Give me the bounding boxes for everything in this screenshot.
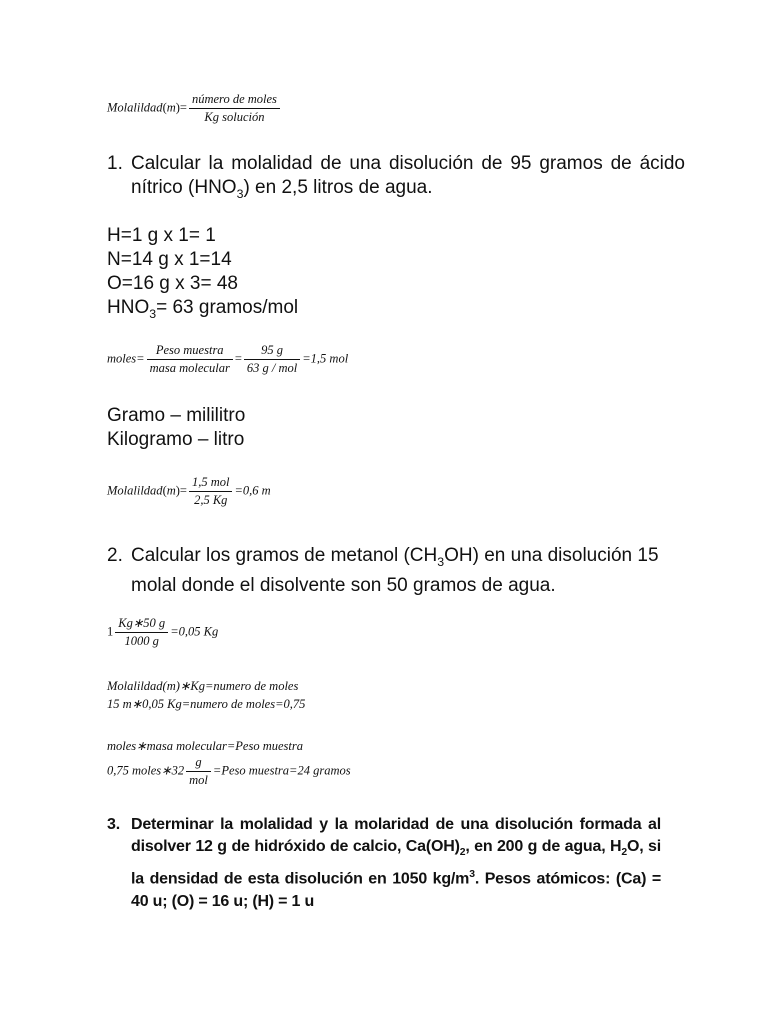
problem-text-cont: , en 200 g de agua, H — [465, 838, 622, 855]
formula-result: =0,05 Kg — [170, 624, 219, 639]
fraction-numerator: Peso muestra — [147, 343, 233, 360]
formula-molalidad-result: Molalildad(m)= $\frac{\text{1,5 mol}}{2,5 Kg}$ =0,6 m — [107, 475, 271, 507]
formula-paren: m — [166, 100, 176, 115]
formula-result: =0,6 m — [234, 483, 271, 498]
formula-line-1: Molalildad(m)∗Kg=numero de moles — [107, 679, 299, 693]
problem-text-cont: ) en 2,5 litros de agua. — [243, 177, 433, 198]
formula-fraction — [186, 755, 211, 788]
formula-fraction — [189, 92, 280, 125]
mass-nitrogen: N=14 g x 1=14 — [107, 249, 232, 270]
fraction-denominator: 2,5 Kg — [194, 493, 228, 507]
formula-paren: m — [166, 483, 176, 498]
formula-prefix: 1 — [107, 624, 114, 639]
problem-text: Determinar la molalidad y la molaridad de una disolución formada al disolver 12 g de hidróxido de calcio, Ca(OH) — [131, 816, 661, 855]
formula-fraction-1 — [147, 343, 233, 376]
problem-number: 1. — [107, 153, 123, 174]
formula-result: =Peso muestra=24 gramos — [212, 763, 351, 778]
problem-number: 3. — [107, 816, 120, 833]
conversion-kilogram: Kilogramo – litro — [107, 429, 245, 450]
formula-result: =1,5 mol — [302, 351, 349, 366]
formula-lhs: Molalildad — [107, 483, 163, 498]
mass-hno3-value: = 63 gramos/mol — [156, 297, 299, 318]
fraction-numerator: Kg∗50 g — [115, 616, 168, 633]
formula-peso-muestra-result — [107, 755, 351, 788]
subscript: 2 — [621, 847, 627, 859]
formula-lhs: moles= — [107, 351, 145, 366]
fraction-denominator: mol — [189, 773, 208, 787]
mass-hno3 — [107, 296, 298, 326]
formula-line-1: moles∗masa molecular=Peso muestra — [107, 739, 303, 753]
formula-line-2: 15 m∗0,05 Kg=numero de moles=0,75 — [107, 697, 306, 711]
fraction-denominator: 1000 g — [124, 634, 159, 648]
formula-lhs: Molalildad — [107, 100, 163, 115]
formula-fraction — [115, 616, 168, 649]
subscript: 3 — [149, 306, 157, 321]
problem-3 — [107, 814, 662, 913]
formula-molalidad-definition: Molalildad(m)= $\frac{\text{número de moles}}{\text{Kg solución}}$ — [107, 92, 282, 125]
problem-text: Calcular la molalidad de una disolución de 95 gramos de ácido nítrico (HNO — [131, 153, 685, 198]
formula-peso-muestra — [107, 737, 303, 755]
fraction-denominator: 63 g / mol — [246, 361, 298, 375]
subscript: 2 — [459, 847, 466, 859]
formula-fraction-2 — [244, 343, 300, 376]
fraction-numerator: número de moles — [189, 92, 280, 109]
problem-text: Calcular los gramos de metanol (CH — [131, 545, 438, 566]
fraction-denominator: masa molecular — [149, 361, 230, 375]
problem-text-cont-2: O, si la densidad de esta disolución en 1050 kg/m — [131, 838, 661, 888]
fraction-numerator: g — [186, 755, 211, 772]
superscript: 3 — [469, 869, 475, 881]
fraction-numerator: 95 g — [244, 343, 300, 360]
subscript: 3 — [437, 554, 445, 569]
formula-moles-from-molality — [107, 677, 305, 713]
atomic-masses-list — [107, 224, 298, 326]
fraction-denominator: Kg solución — [204, 110, 265, 124]
unit-conversions — [107, 404, 245, 452]
formula-moles: moles= $\frac{\text{Peso muestra}}{\text{masa molecular}}$ = $\frac{95 g}{\text{63 g / mol}}$ =1,5 mol — [107, 343, 349, 375]
formula-fraction — [189, 475, 233, 508]
mass-oxygen: O=16 g x 3= 48 — [107, 273, 238, 294]
formula-prefix: 0,75 moles∗32 — [107, 763, 185, 778]
conversion-gram: Gramo – mililitro — [107, 405, 246, 426]
problem-text-cont: OH) en una disolución 15 molal donde el disolvente son 50 gramos de agua. — [131, 545, 659, 596]
problem-number: 2. — [107, 545, 123, 566]
problem-2 — [107, 544, 691, 598]
problem-1 — [107, 152, 685, 206]
formula-kg-conversion — [107, 616, 218, 649]
problem-text-cont-3: . Pesos atómicos: (Ca) = 40 u; (O) = 16 u; (H) = 1 u — [131, 870, 662, 910]
mass-hydrogen: H=1 g x 1= 1 — [107, 225, 216, 246]
fraction-numerator: 1,5 mol — [189, 475, 233, 492]
subscript: 3 — [236, 186, 244, 201]
mass-hno3-label: HNO — [107, 297, 150, 318]
